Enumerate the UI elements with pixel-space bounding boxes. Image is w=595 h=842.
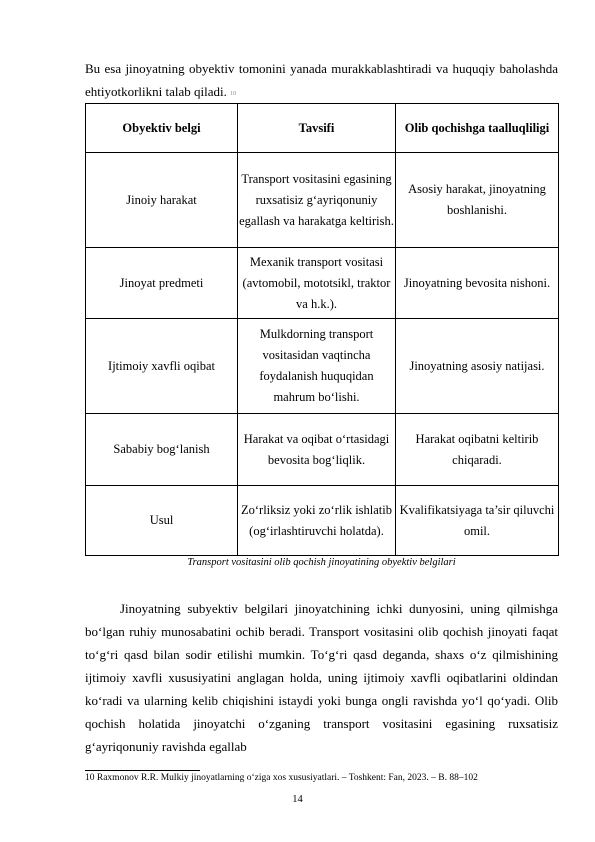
table-cell: Jinoyat predmeti <box>86 248 238 319</box>
page-number: 14 <box>292 794 303 805</box>
header-objective-feature: Obyektiv belgi <box>86 104 238 153</box>
table-cell: Jinoyatning asosiy natijasi. <box>396 319 559 414</box>
table-row <box>86 248 559 319</box>
footnote: 10 Raxmonov R.R. Mulkiy jinoyatlarning o‘ziga xos xususiyatlari. – Toshkent: Fan, 2023. – B. 88–102 <box>85 773 478 783</box>
table-cell: Mexanik transport vositasi (avtomobil, mototsikl, traktor va h.k.). <box>238 248 396 319</box>
intro-paragraph-text: Bu esa jinoyatning obyektiv tomonini yanada murakkablashtiradi va huquqiy baholashda ehtiyotkorlikni talab qiladi. <box>85 61 558 99</box>
footnote-reference: 10 <box>230 91 237 97</box>
footnote-divider <box>85 770 200 771</box>
header-description: Tavsifi <box>238 104 396 153</box>
table-cell: Harakat va oqibat o‘rtasidagi bevosita bog‘liqlik. <box>238 414 396 486</box>
intro-paragraph <box>85 57 558 106</box>
table-cell: Harakat oqibatni keltirib chiqaradi. <box>396 414 559 486</box>
table-header-row <box>86 104 559 153</box>
table-cell: Kvalifikatsiyaga ta’sir qiluvchi omil. <box>396 486 559 556</box>
table-cell: Jinoyatning bevosita nishoni. <box>396 248 559 319</box>
main-paragraph: Jinoyatning subyektiv belgilari jinoyatchining ichki dunyosini, uning qilmishga bo‘lgan ruhiy munosabatini ochib beradi. Transport vositasini olib qochish jinoyati faqat to‘g‘ri qasd bilan sodir etilishi mumkin. To‘g‘ri qasd deganda, shaxs o‘z qilmishining ijtimoiy xavfli xususiyatini anglagan holda, uning ijtimoiy xavfli oqibatlarini oldindan ko‘radi va ularning kelib chiqishini istaydi yoki bunga ongli ravishda yo‘l qo‘yadi. Olib qochish holatida jinoyatchi o‘zganing transport vositasini egasining ruxsatisiz g‘ayriqonuniy ravishda egallab <box>85 601 558 754</box>
table-cell: Ijtimoiy xavfli oqibat <box>86 319 238 414</box>
table-row <box>86 153 559 248</box>
table-row <box>86 486 559 556</box>
table-cell: Asosiy harakat, jinoyatning boshlanishi. <box>396 153 559 248</box>
header-relevance: Olib qochishga taalluqliligi <box>396 104 559 153</box>
table-cell: Jinoiy harakat <box>86 153 238 248</box>
table-cell: Mulkdorning transport vositasidan vaqtincha foydalanish huquqidan mahrum bo‘lishi. <box>238 319 396 414</box>
table-cell: Zo‘rliksiz yoki zo‘rlik ishlatib (og‘irlashtiruvchi holatda). <box>238 486 396 556</box>
table-row <box>86 319 559 414</box>
table-cell: Usul <box>86 486 238 556</box>
table-cell: Sababiy bog‘lanish <box>86 414 238 486</box>
objective-features-table <box>85 103 559 556</box>
table-row <box>86 414 559 486</box>
table-cell: Transport vositasini egasining ruxsatisiz g‘ayriqonuniy egallash va harakatga keltirish. <box>238 153 396 248</box>
table-caption: Transport vositasini olib qochish jinoyatining obyektiv belgilari <box>187 557 456 568</box>
